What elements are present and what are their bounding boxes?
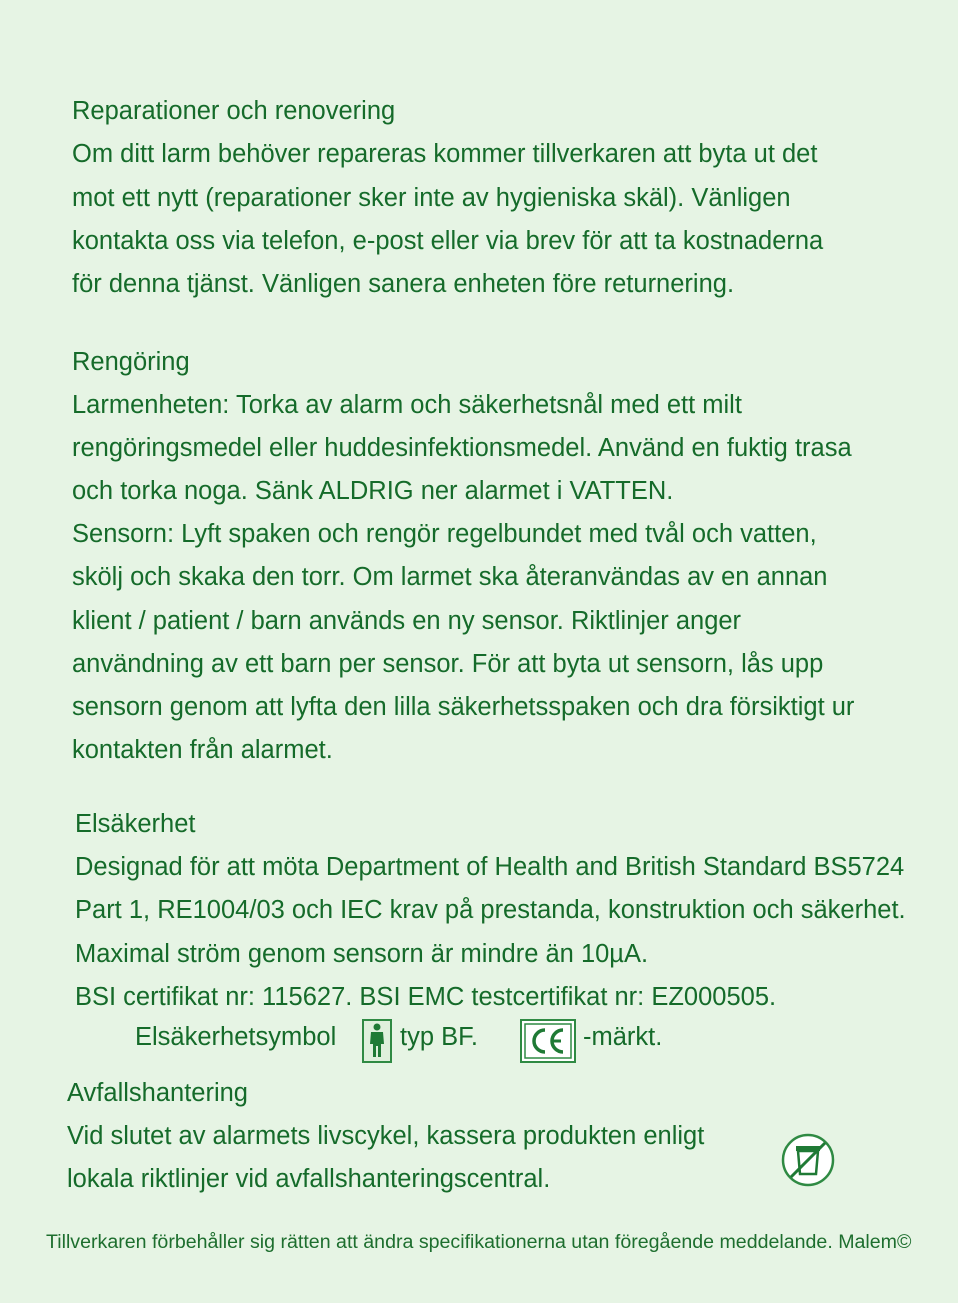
bf-person-icon (362, 1019, 392, 1063)
repair-heading: Reparationer och renovering (72, 97, 396, 125)
electrical-line: Designad för att möta Department of Health and British Standard BS5724 (75, 853, 905, 882)
symbol-line (0, 1019, 960, 1063)
ce-mark-icon (520, 1019, 576, 1063)
waste-line: Vid slutet av alarmets livscykel, kassera produkten enligt (67, 1122, 705, 1151)
cleaning-section (72, 341, 854, 772)
cleaning-heading: Rengöring (72, 348, 190, 376)
cleaning-line: Larmenheten: Torka av alarm och säkerhetsnål med ett milt (72, 391, 742, 420)
repair-line: mot ett nytt (reparationer sker inte av hygieniska skäl). Vänligen (72, 183, 791, 212)
cleaning-line: och torka noga. Sänk ALDRIG ner alarmet i VATTEN. (72, 477, 674, 506)
electrical-line: BSI certifikat nr: 115627. BSI EMC testcertifikat nr: EZ000505. (75, 982, 777, 1011)
electrical-line: Part 1, RE1004/03 och IEC krav på prestanda, konstruktion och säkerhet. (75, 896, 906, 925)
cleaning-line: sensorn genom att lyfta den lilla säkerhetsspaken och dra försiktigt ur (72, 692, 855, 721)
cleaning-line: rengöringsmedel eller huddesinfektionsmedel. Använd en fuktig trasa (72, 434, 852, 463)
symbol-type: typ BF. (400, 1023, 478, 1051)
repair-line: för denna tjänst. Vänligen sanera enheten före returnering. (72, 270, 735, 299)
repair-section (72, 90, 823, 306)
electrical-heading: Elsäkerhet (75, 810, 196, 838)
cleaning-line: användning av ett barn per sensor. För att byta ut sensorn, lås upp (72, 649, 824, 678)
ce-suffix: -märkt. (583, 1023, 663, 1051)
waste-line: lokala riktlinjer vid avfallshanteringscentral. (67, 1165, 551, 1194)
crossed-bin-icon (781, 1133, 835, 1187)
repair-line: Om ditt larm behöver repareras kommer tillverkaren att byta ut det (72, 140, 818, 169)
waste-section (67, 1072, 704, 1202)
waste-heading: Avfallshantering (67, 1079, 248, 1107)
cleaning-line: Sensorn: Lyft spaken och rengör regelbundet med tvål och vatten, (72, 520, 817, 549)
cleaning-line: klient / patient / barn används en ny sensor. Riktlinjer anger (72, 606, 742, 635)
repair-line: kontakta oss via telefon, e-post eller via brev för att ta kostnaderna (72, 226, 824, 255)
footer-disclaimer: Tillverkaren förbehåller sig rätten att ändra specifikationerna utan föregående meddelande. Malem© (46, 1231, 912, 1253)
electrical-line: Maximal ström genom sensorn är mindre än 10µA. (75, 939, 649, 968)
cleaning-line: skölj och skaka den torr. Om larmet ska återanvändas av en annan (72, 563, 828, 592)
cleaning-line: kontakten från alarmet. (72, 735, 333, 764)
electrical-safety-section (75, 803, 906, 1019)
symbol-label: Elsäkerhetsymbol (135, 1023, 337, 1051)
